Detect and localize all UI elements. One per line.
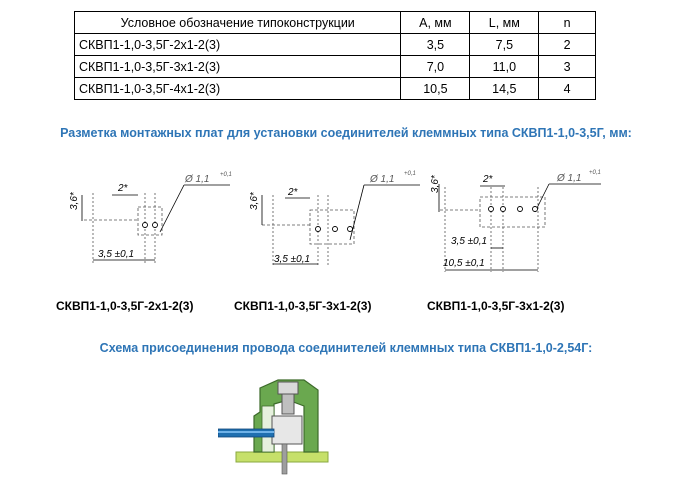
dim-height: 3,6*: [430, 175, 441, 193]
pin-hole-mark: [489, 207, 494, 212]
pin-hole-mark: [501, 207, 506, 212]
cell-designation: СКВП1-1,0-3,5Г-4х1-2(3): [75, 78, 401, 100]
pin-hole-mark: [333, 227, 338, 232]
layout-heading: Разметка монтажных плат для установки соединителей клеммных типа СКВП1-1,0-3,5Г, мм:: [60, 126, 632, 140]
dim-hole: Ø 1,1: [370, 174, 395, 185]
cell-n: 3: [539, 56, 596, 78]
pin-shape: [282, 444, 287, 474]
cell-a: 7,0: [401, 56, 470, 78]
col-header-a: А, мм: [401, 12, 470, 34]
cell-l: 7,5: [470, 34, 539, 56]
dim-height: 3,6*: [249, 192, 260, 210]
spec-table: [74, 11, 596, 100]
table-row: [75, 34, 596, 56]
cell-l: 11,0: [470, 56, 539, 78]
cell-a: 10,5: [401, 78, 470, 100]
diagram-caption-2: СКВП1-1,0-3,5Г-3х1-2(3): [234, 299, 372, 313]
table-row: [75, 78, 596, 100]
dim-pitch: 2*: [288, 187, 298, 198]
pin-hole-mark: [348, 227, 353, 232]
dim-a: 3,5 ±0,1: [98, 249, 135, 260]
wiring-heading: Схема присоединения провода соединителей клеммных типа СКВП1-1,0-2,54Г:: [99, 341, 593, 355]
diagram-caption-1: СКВП1-1,0-3,5Г-2х1-2(3): [56, 299, 194, 313]
dim-a: 3,5 ±0,1: [274, 254, 311, 265]
dim-hole: Ø 1,1: [185, 174, 210, 185]
pin-hole-mark: [316, 227, 321, 232]
pin-hole-mark: [153, 223, 158, 228]
table-header-row: [75, 12, 596, 34]
pcb-layout-diagram-1: [60, 165, 235, 275]
dim-hole-tol: +0,1: [220, 172, 232, 178]
pcb-layout-diagram-3: [425, 162, 605, 277]
cell-n: 4: [539, 78, 596, 100]
col-header-l: L, мм: [470, 12, 539, 34]
dim-b: 10,5 ±0,1: [443, 258, 485, 269]
pin-hole-mark: [518, 207, 523, 212]
dim-a: 3,5 ±0,1: [451, 236, 488, 247]
pcb-layout-diagram-2: [240, 165, 425, 275]
wiring-illustration: [218, 376, 338, 484]
col-header-n: n: [539, 12, 596, 34]
cell-a: 3,5: [401, 34, 470, 56]
dim-pitch: 2*: [118, 183, 128, 194]
cell-designation: СКВП1-1,0-3,5Г-3х1-2(3): [75, 56, 401, 78]
dim-pitch: 2*: [483, 174, 493, 185]
pin-hole-mark: [533, 207, 538, 212]
clamp-shape: [272, 416, 302, 444]
dim-hole-tol: +0,1: [589, 170, 601, 176]
cell-n: 2: [539, 34, 596, 56]
col-header-designation: Условное обозначение типоконструкции: [75, 12, 401, 34]
cell-l: 14,5: [470, 78, 539, 100]
screw-shape: [278, 382, 298, 394]
dim-hole-tol: +0,1: [404, 171, 416, 177]
dim-height: 3,6*: [69, 192, 80, 210]
cell-designation: СКВП1-1,0-3,5Г-2х1-2(3): [75, 34, 401, 56]
dim-hole: Ø 1,1: [557, 173, 582, 184]
diagram-caption-3: СКВП1-1,0-3,5Г-3х1-2(3): [427, 299, 565, 313]
pin-hole-mark: [143, 223, 148, 228]
table-row: [75, 56, 596, 78]
